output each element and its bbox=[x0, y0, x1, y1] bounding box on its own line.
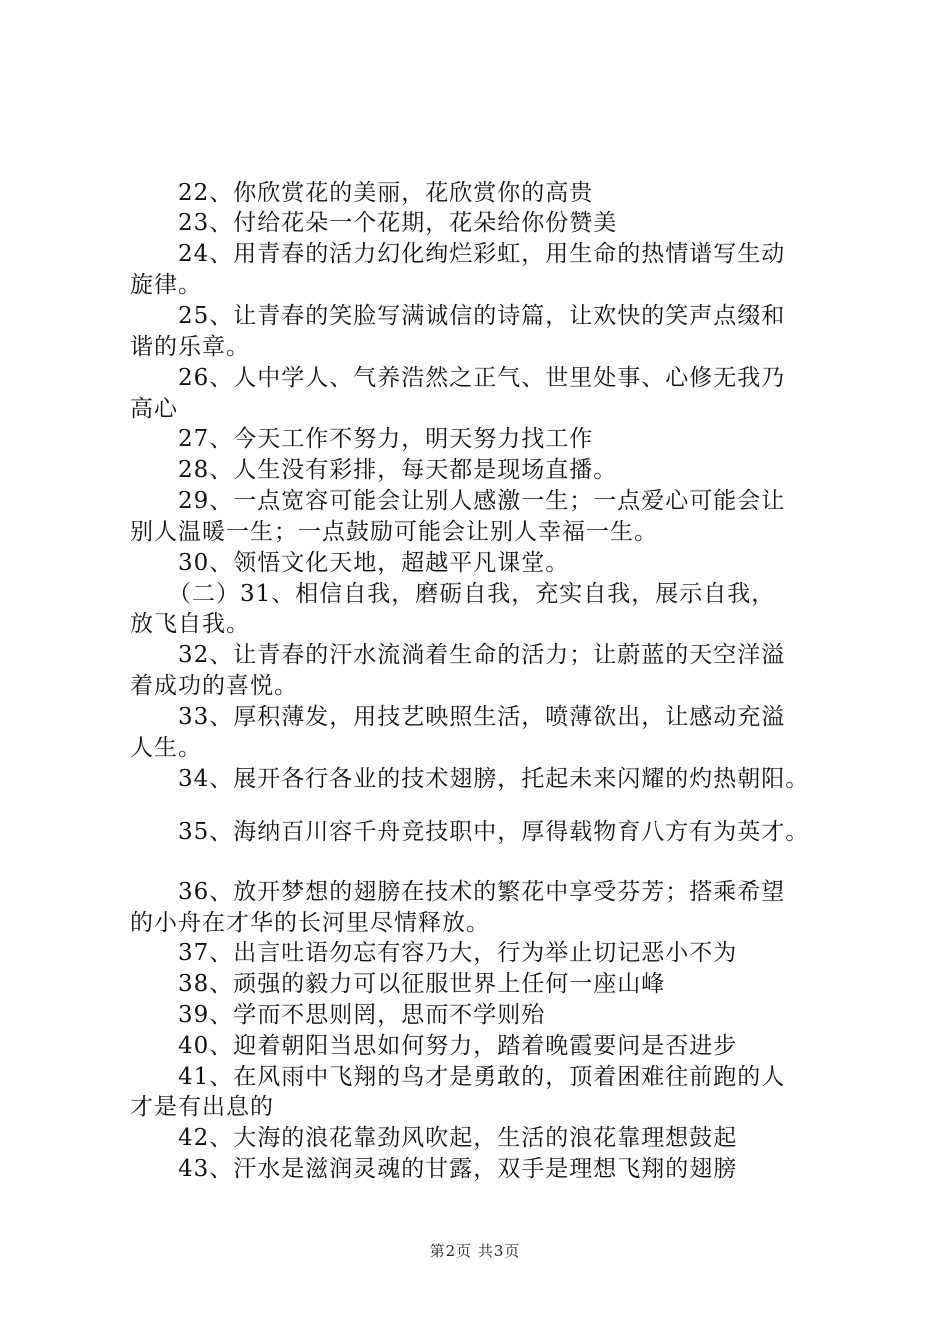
text-line: 40、迎着朝阳当思如何努力，踏着晚霞要问是否进步 bbox=[178, 1033, 738, 1059]
text-line: 29、一点宽容可能会让别人感激一生；一点爱心可能会让 bbox=[178, 488, 786, 514]
text-line: 39、学而不思则罔，思而不学则殆 bbox=[178, 1002, 546, 1028]
text-line: 26、人中学人、气养浩然之正气、世里处事、心修无我乃 bbox=[178, 365, 786, 391]
text-line: 人生。 bbox=[130, 735, 202, 761]
text-line: 28、人生没有彩排，每天都是现场直播。 bbox=[178, 457, 618, 483]
text-line: 42、大海的浪花靠劲风吹起，生活的浪花靠理想鼓起 bbox=[178, 1125, 738, 1151]
text-line: 38、顽强的毅力可以征服世界上任何一座山峰 bbox=[178, 971, 666, 997]
text-line: 43、汗水是滋润灵魂的甘露，双手是理想飞翔的翅膀 bbox=[178, 1156, 738, 1182]
text-line: 旋律。 bbox=[130, 272, 202, 298]
text-line: 23、付给花朵一个花期，花朵给你份赞美 bbox=[178, 210, 618, 236]
text-line: 放飞自我。 bbox=[130, 611, 250, 637]
text-line: 37、出言吐语勿忘有容乃大，行为举止切记恶小不为 bbox=[178, 940, 738, 966]
text-line: 27、今天工作不努力，明天努力找工作 bbox=[178, 426, 594, 452]
text-line: 的小舟在才华的长河里尽情释放。 bbox=[130, 910, 490, 936]
text-line: 22、你欣赏花的美丽，花欣赏你的高贵 bbox=[178, 180, 594, 206]
text-line: 35、海纳百川容千舟竞技职中，厚得载物育八方有为英才。 bbox=[178, 819, 810, 845]
text-line: 34、展开各行各业的技术翅膀，托起未来闪耀的灼热朝阳。 bbox=[178, 766, 810, 792]
text-line: 33、厚积薄发，用技艺映照生活，喷薄欲出，让感动充溢 bbox=[178, 704, 786, 730]
text-line: 24、用青春的活力幻化绚烂彩虹，用生命的热情谱写生动 bbox=[178, 241, 786, 267]
text-line: 才是有出息的 bbox=[130, 1094, 274, 1120]
text-line: 32、让青春的汗水流淌着生命的活力；让蔚蓝的天空洋溢 bbox=[178, 642, 786, 668]
text-line: 着成功的喜悦。 bbox=[130, 673, 298, 699]
page-number-footer: 第2页 共3页 bbox=[429, 1242, 521, 1260]
text-line: 高心 bbox=[130, 396, 178, 422]
text-line: 25、让青春的笑脸写满诚信的诗篇，让欢快的笑声点缀和 bbox=[178, 303, 786, 329]
text-line: 36、放开梦想的翅膀在技术的繁花中享受芬芳；搭乘希望 bbox=[178, 879, 786, 905]
text-line: 别人温暖一生；一点鼓励可能会让别人幸福一生。 bbox=[130, 519, 658, 545]
text-line: 41、在风雨中飞翔的鸟才是勇敢的，顶着困难往前跑的人 bbox=[178, 1064, 786, 1090]
text-line: 谐的乐章。 bbox=[130, 334, 250, 360]
text-line: （二）31、相信自我，磨砺自我，充实自我，展示自我， bbox=[168, 581, 776, 607]
text-line: 30、领悟文化天地，超越平凡课堂。 bbox=[178, 550, 570, 576]
